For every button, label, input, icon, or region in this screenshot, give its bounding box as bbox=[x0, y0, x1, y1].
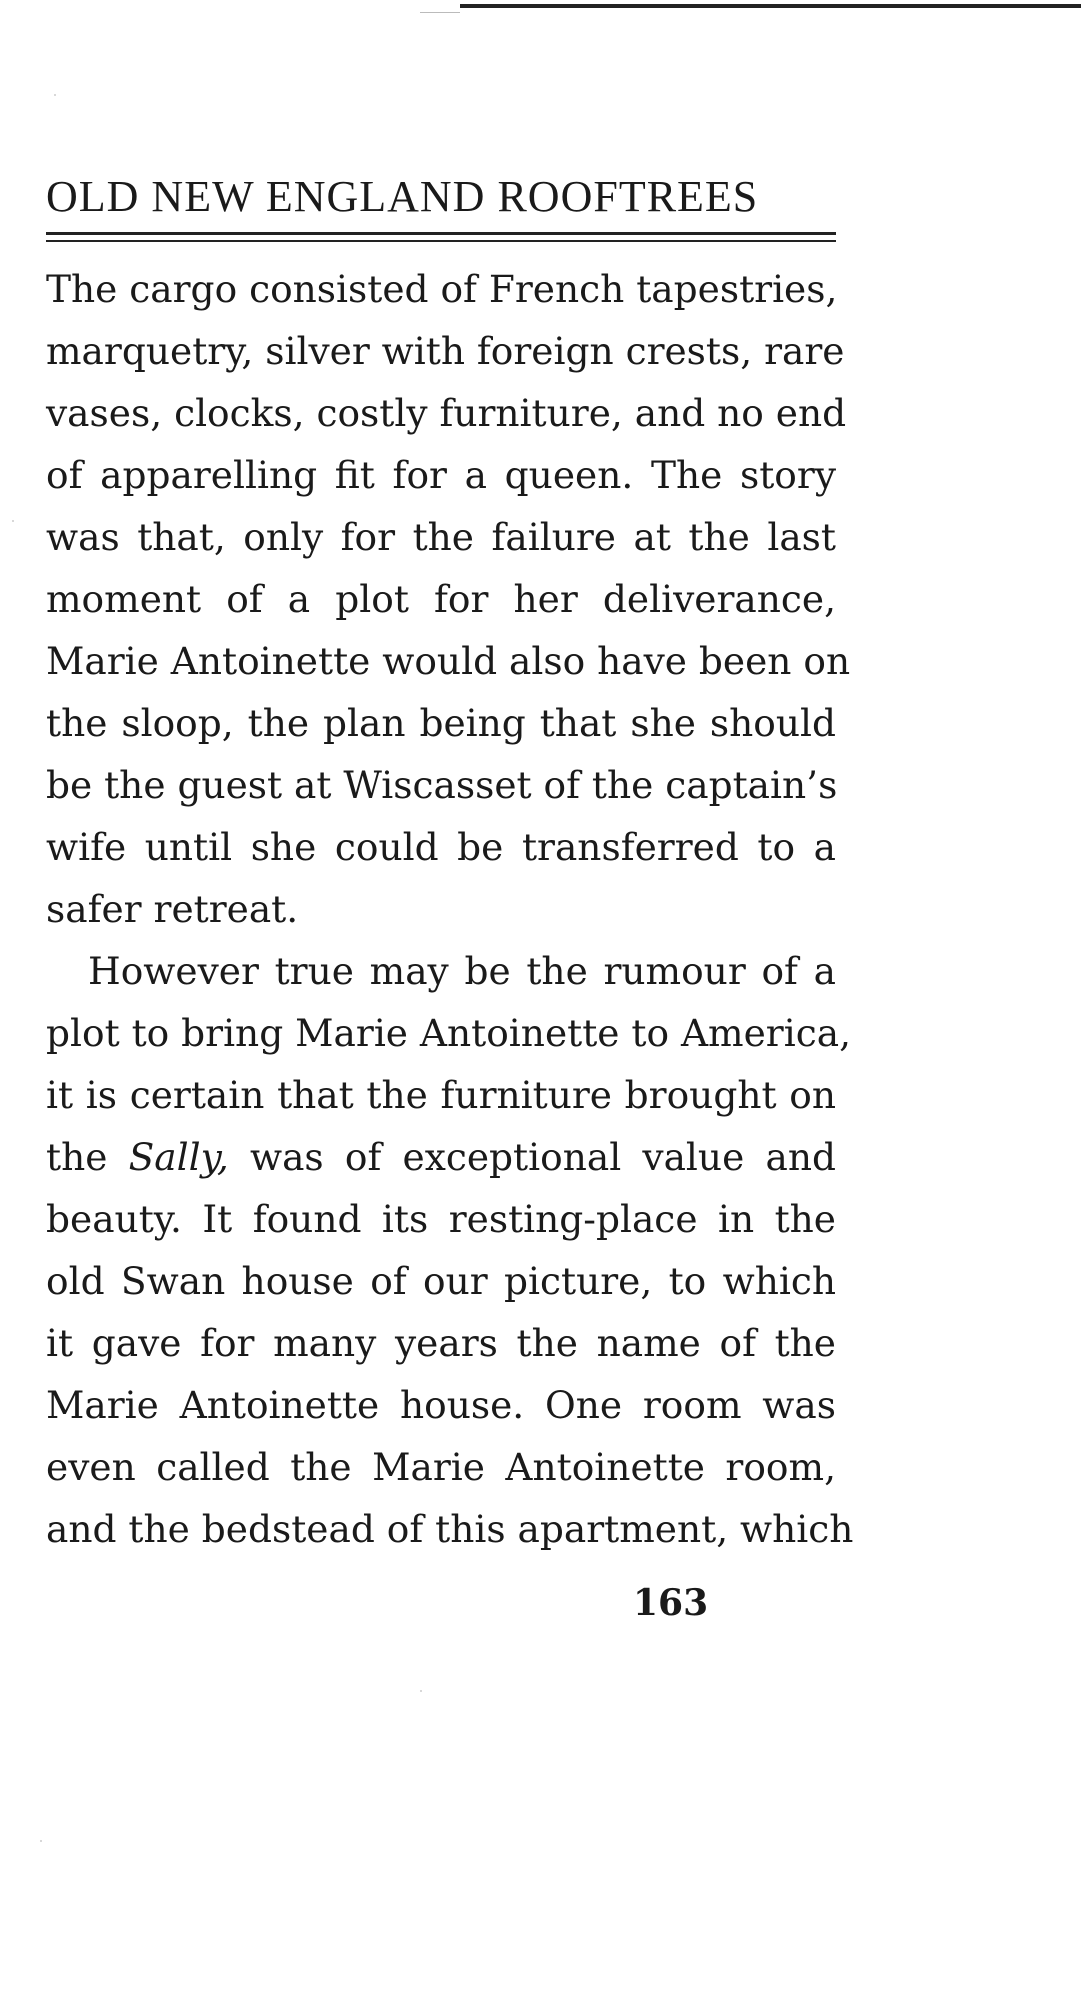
text-line: vases, clocks, costly furniture, and no end bbox=[46, 391, 847, 435]
top-edge-rule bbox=[460, 4, 1081, 8]
text-line: old Swan house of our picture, to which bbox=[46, 1259, 836, 1303]
text-line-with-italic bbox=[46, 1126, 836, 1188]
text-line: it is certain that the furniture brought on bbox=[46, 1073, 836, 1117]
text-line: beauty. It found its resting-place in the bbox=[46, 1197, 836, 1241]
paper-speck bbox=[12, 520, 14, 522]
text-line: of apparelling fit for a queen. The story bbox=[46, 453, 836, 497]
text-line: even called the Marie Antoinette room, bbox=[46, 1445, 836, 1489]
paper-speck bbox=[420, 1690, 422, 1692]
text-line: However true may be the rumour of a bbox=[88, 949, 836, 993]
text-line: and the bedstead of this apartment, which bbox=[46, 1507, 854, 1551]
top-edge-mark bbox=[420, 12, 460, 13]
text-line: The cargo consisted of French tapestries, bbox=[46, 267, 838, 311]
text-line: Marie Antoinette house. One room was bbox=[46, 1383, 836, 1427]
text-line: it gave for many years the name of the bbox=[46, 1321, 836, 1365]
text-line: marquetry, silver with foreign crests, rare bbox=[46, 329, 845, 373]
paragraph-1 bbox=[46, 258, 851, 940]
text-line: moment of a plot for her deliverance, bbox=[46, 577, 836, 621]
paper-speck bbox=[54, 94, 56, 96]
text-run: was of exceptional value and bbox=[228, 1135, 836, 1179]
text-line: be the guest at Wiscasset of the captain’s bbox=[46, 763, 838, 807]
text-line: safer retreat. bbox=[46, 887, 299, 931]
running-head: OLD NEW ENGLAND ROOFTREES bbox=[46, 172, 759, 221]
paper-speck bbox=[40, 1840, 42, 1842]
page-body bbox=[46, 170, 854, 1560]
italic-ship-name: Sally, bbox=[128, 1135, 229, 1179]
text-line: Marie Antoinette would also have been on bbox=[46, 639, 851, 683]
text-run: the bbox=[46, 1135, 129, 1179]
paragraph-2 bbox=[46, 940, 854, 1560]
head-rule-thick bbox=[46, 232, 836, 235]
text-line: plot to bring Marie Antoinette to America, bbox=[46, 1011, 851, 1055]
text-line: the sloop, the plan being that she should bbox=[46, 701, 836, 745]
text-line: was that, only for the failure at the last bbox=[46, 515, 836, 559]
head-rule-thin bbox=[46, 240, 836, 242]
text-line: wife until she could be transferred to a bbox=[46, 825, 836, 869]
page-number: 163 bbox=[633, 1582, 709, 1624]
